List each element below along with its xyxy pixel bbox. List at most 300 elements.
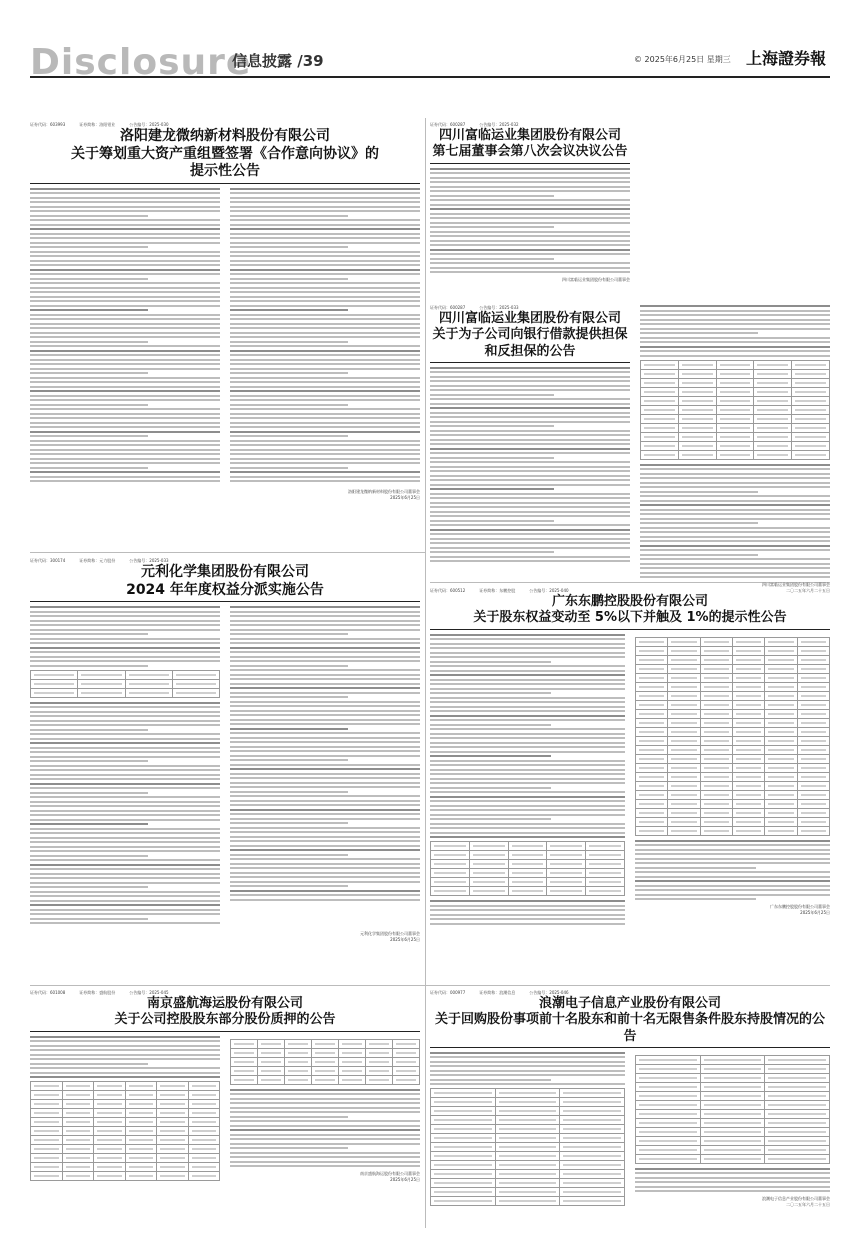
text-line bbox=[30, 408, 220, 410]
cell-text bbox=[801, 668, 826, 670]
cell-text bbox=[499, 1182, 557, 1184]
table-cell bbox=[700, 1091, 765, 1100]
text-line bbox=[230, 651, 420, 653]
notice-number: 公告编号：2025-045 bbox=[129, 990, 169, 995]
text-line bbox=[30, 823, 148, 825]
cell-text bbox=[704, 650, 729, 652]
cell-text bbox=[234, 1043, 254, 1045]
text-line bbox=[430, 900, 625, 902]
cell-text bbox=[639, 740, 664, 742]
cell-text bbox=[66, 1121, 91, 1123]
text-line bbox=[230, 386, 420, 388]
text-line bbox=[640, 567, 830, 569]
cell-text bbox=[757, 436, 788, 438]
text-line bbox=[635, 871, 830, 873]
title-line: 提示性公告 bbox=[190, 163, 260, 179]
table-cell bbox=[94, 1082, 126, 1091]
cell-text bbox=[434, 1191, 492, 1193]
cell-text bbox=[639, 713, 664, 715]
table-cell bbox=[62, 1163, 94, 1172]
table-cell bbox=[393, 1057, 420, 1066]
table-cell bbox=[636, 817, 668, 826]
table-cell bbox=[678, 450, 716, 459]
cell-text bbox=[671, 812, 696, 814]
cell-text bbox=[34, 1085, 59, 1087]
text-line bbox=[230, 1152, 420, 1154]
text-line bbox=[640, 314, 830, 316]
cell-text bbox=[160, 1103, 185, 1105]
cell-text bbox=[639, 1113, 697, 1115]
text-line bbox=[430, 733, 625, 735]
table-cell bbox=[636, 637, 668, 646]
cell-text bbox=[644, 382, 675, 384]
cell-text bbox=[34, 1094, 59, 1096]
table-cell bbox=[157, 1091, 189, 1100]
table-cell bbox=[797, 781, 829, 790]
cell-text bbox=[801, 803, 826, 805]
table-cell bbox=[31, 1118, 63, 1127]
table-cell bbox=[700, 682, 732, 691]
text-line bbox=[30, 778, 220, 780]
table-cell bbox=[560, 1179, 625, 1188]
table-cell bbox=[495, 1089, 560, 1098]
notice-body bbox=[640, 464, 830, 579]
table-cell bbox=[188, 1145, 220, 1154]
cell-text bbox=[192, 1094, 217, 1096]
text-line bbox=[230, 278, 348, 280]
text-line bbox=[230, 233, 420, 235]
cell-text bbox=[801, 659, 826, 661]
body-column bbox=[430, 1052, 625, 1086]
text-line bbox=[30, 828, 220, 830]
table-cell bbox=[700, 826, 732, 835]
table-cell bbox=[31, 1091, 63, 1100]
table-row bbox=[31, 670, 220, 679]
cell-text bbox=[160, 1085, 185, 1087]
text-line bbox=[30, 837, 220, 839]
cell-text bbox=[720, 454, 751, 456]
cell-text bbox=[671, 677, 696, 679]
text-line bbox=[430, 538, 630, 540]
text-line bbox=[30, 922, 220, 924]
table-cell bbox=[792, 414, 830, 423]
text-line bbox=[30, 449, 220, 451]
table-cell bbox=[94, 1154, 126, 1163]
cell-text bbox=[644, 391, 675, 393]
table-cell bbox=[668, 637, 700, 646]
text-line bbox=[30, 350, 220, 352]
cell-text bbox=[639, 1131, 697, 1133]
stock-abbr: 证券简称：盛航股份 bbox=[79, 990, 116, 995]
cell-text bbox=[801, 749, 826, 751]
text-line bbox=[430, 1052, 625, 1054]
text-line bbox=[230, 710, 420, 712]
table-cell bbox=[188, 1172, 220, 1181]
table-cell bbox=[431, 1125, 496, 1134]
text-line bbox=[30, 642, 220, 644]
cell-text bbox=[288, 1052, 308, 1054]
cell-text bbox=[396, 1061, 416, 1063]
text-line bbox=[30, 805, 220, 807]
cell-text bbox=[499, 1191, 557, 1193]
cell-text bbox=[315, 1052, 335, 1054]
table-row bbox=[431, 1134, 625, 1143]
table-cell bbox=[765, 772, 797, 781]
cell-text bbox=[644, 364, 675, 366]
table-cell bbox=[668, 646, 700, 655]
table-cell bbox=[636, 718, 668, 727]
table-row bbox=[431, 1089, 625, 1098]
text-line bbox=[30, 886, 148, 888]
table-cell bbox=[668, 808, 700, 817]
text-line bbox=[30, 724, 220, 726]
table-cell bbox=[716, 405, 754, 414]
title-line: 和反担保的公告 bbox=[484, 343, 576, 359]
table-cell bbox=[560, 1116, 625, 1125]
table-row bbox=[431, 1152, 625, 1161]
cell-text bbox=[66, 1085, 91, 1087]
body-column bbox=[30, 188, 220, 485]
table-cell bbox=[700, 808, 732, 817]
table-cell bbox=[668, 664, 700, 673]
text-line bbox=[430, 560, 630, 562]
table-cell bbox=[754, 387, 792, 396]
table-cell bbox=[495, 1197, 560, 1206]
text-line bbox=[430, 769, 625, 771]
cell-text bbox=[192, 1085, 217, 1087]
cell-text bbox=[342, 1079, 362, 1081]
text-line bbox=[230, 696, 348, 698]
table-cell bbox=[636, 1055, 701, 1064]
cell-text bbox=[473, 872, 505, 874]
title-line: 关于筹划重大资产重组暨签署《合作意向协议》的 bbox=[71, 145, 379, 162]
text-line bbox=[30, 260, 220, 262]
text-line bbox=[430, 452, 630, 454]
table-cell bbox=[797, 799, 829, 808]
table-cell bbox=[431, 1116, 496, 1125]
text-line bbox=[230, 899, 420, 901]
text-line bbox=[430, 751, 625, 753]
text-line bbox=[230, 242, 420, 244]
text-line bbox=[640, 509, 830, 511]
text-line bbox=[230, 858, 420, 860]
table-cell bbox=[172, 670, 219, 679]
text-line bbox=[230, 665, 348, 667]
table-cell bbox=[431, 842, 470, 851]
cell-text bbox=[550, 854, 582, 856]
text-line bbox=[430, 199, 630, 201]
table-cell bbox=[716, 378, 754, 387]
text-line bbox=[230, 314, 420, 316]
table-cell bbox=[636, 808, 668, 817]
cell-text bbox=[639, 1068, 697, 1070]
table-row bbox=[636, 1055, 830, 1064]
cell-text bbox=[801, 677, 826, 679]
cell-text bbox=[736, 749, 761, 751]
table-cell bbox=[797, 727, 829, 736]
cell-text bbox=[434, 1155, 492, 1157]
table-cell bbox=[700, 718, 732, 727]
text-line bbox=[430, 258, 554, 260]
table-cell bbox=[188, 1136, 220, 1145]
text-line bbox=[230, 732, 420, 734]
text-line bbox=[30, 210, 220, 212]
table-row bbox=[636, 1118, 830, 1127]
table-cell bbox=[560, 1170, 625, 1179]
text-line bbox=[230, 1143, 420, 1145]
cell-text bbox=[704, 659, 729, 661]
table-cell bbox=[231, 1048, 258, 1057]
table-cell bbox=[641, 423, 679, 432]
cell-text bbox=[736, 686, 761, 688]
table-cell bbox=[700, 772, 732, 781]
text-line bbox=[30, 404, 148, 406]
table-cell bbox=[431, 1143, 496, 1152]
cell-text bbox=[795, 373, 826, 375]
table-cell bbox=[765, 1082, 830, 1091]
text-line bbox=[30, 918, 148, 920]
table-cell bbox=[636, 754, 668, 763]
cell-text bbox=[369, 1070, 389, 1072]
cell-text bbox=[434, 845, 466, 847]
cell-text bbox=[97, 1166, 122, 1168]
text-line bbox=[430, 389, 630, 391]
table-row bbox=[31, 1136, 220, 1145]
text-line bbox=[430, 746, 625, 748]
text-line bbox=[30, 792, 148, 794]
table-cell bbox=[668, 727, 700, 736]
text-line bbox=[430, 213, 630, 215]
text-line bbox=[30, 882, 220, 884]
table-cell bbox=[765, 682, 797, 691]
cell-text bbox=[288, 1070, 308, 1072]
text-line bbox=[640, 468, 830, 470]
text-line bbox=[640, 486, 830, 488]
cell-text bbox=[736, 812, 761, 814]
cell-text bbox=[34, 1148, 59, 1150]
table-cell bbox=[125, 670, 172, 679]
cell-text bbox=[768, 1077, 826, 1079]
text-line bbox=[30, 810, 220, 812]
table-cell bbox=[678, 441, 716, 450]
cell-text bbox=[671, 821, 696, 823]
table-cell bbox=[636, 1145, 701, 1154]
table-cell bbox=[678, 378, 716, 387]
table-row bbox=[636, 826, 830, 835]
text-line bbox=[230, 1120, 420, 1122]
cell-text bbox=[736, 731, 761, 733]
table-cell bbox=[754, 414, 792, 423]
text-line bbox=[230, 215, 348, 217]
table-cell bbox=[393, 1048, 420, 1057]
cell-text bbox=[671, 758, 696, 760]
table-cell bbox=[62, 1118, 94, 1127]
table-cell bbox=[285, 1075, 312, 1084]
table-cell bbox=[258, 1039, 285, 1048]
signature-company: 四川富临运业集团股份有限公司董事会 bbox=[562, 277, 630, 282]
notice-title bbox=[430, 594, 830, 627]
cell-text bbox=[639, 821, 664, 823]
text-line bbox=[640, 495, 830, 497]
table-cell bbox=[668, 655, 700, 664]
cell-text bbox=[720, 373, 751, 375]
text-line bbox=[430, 484, 630, 486]
table-cell bbox=[754, 369, 792, 378]
table-cell bbox=[636, 763, 668, 772]
text-line bbox=[30, 801, 220, 803]
text-line bbox=[30, 832, 220, 834]
cell-text bbox=[66, 1148, 91, 1150]
text-line bbox=[230, 629, 420, 631]
table-cell bbox=[125, 1127, 157, 1136]
table-cell bbox=[560, 1125, 625, 1134]
text-line bbox=[430, 809, 625, 811]
table-cell bbox=[31, 1163, 63, 1172]
cell-text bbox=[768, 785, 793, 787]
cell-text bbox=[97, 1130, 122, 1132]
cell-text bbox=[639, 1149, 697, 1151]
text-line bbox=[230, 759, 348, 761]
cell-text bbox=[757, 364, 788, 366]
cell-text bbox=[160, 1166, 185, 1168]
text-line bbox=[430, 643, 625, 645]
cell-text bbox=[66, 1175, 91, 1177]
table-cell bbox=[636, 1109, 701, 1118]
text-line bbox=[230, 422, 420, 424]
text-line bbox=[430, 1079, 551, 1081]
table-cell bbox=[754, 405, 792, 414]
cell-text bbox=[512, 863, 544, 865]
text-line bbox=[230, 408, 420, 410]
cell-text bbox=[261, 1079, 281, 1081]
text-line bbox=[30, 819, 220, 821]
text-line bbox=[230, 1161, 420, 1163]
table-cell bbox=[716, 387, 754, 396]
table-cell bbox=[797, 817, 829, 826]
cell-text bbox=[97, 1085, 122, 1087]
text-line bbox=[430, 556, 630, 558]
table-cell bbox=[700, 1100, 765, 1109]
text-line bbox=[30, 462, 220, 464]
text-line bbox=[230, 228, 420, 230]
cell-text bbox=[34, 1139, 59, 1141]
text-line bbox=[30, 715, 220, 717]
text-line bbox=[30, 480, 220, 482]
table-cell bbox=[560, 1089, 625, 1098]
cell-text bbox=[639, 1059, 697, 1061]
text-line bbox=[230, 764, 420, 766]
text-line bbox=[30, 381, 220, 383]
text-line bbox=[230, 282, 420, 284]
table-cell bbox=[797, 637, 829, 646]
table-row bbox=[636, 799, 830, 808]
body-column bbox=[30, 702, 220, 925]
text-line bbox=[640, 350, 830, 352]
text-line bbox=[30, 850, 220, 852]
cell-text bbox=[704, 668, 729, 670]
text-line bbox=[230, 836, 420, 838]
text-line bbox=[430, 800, 625, 802]
cell-text bbox=[499, 1119, 557, 1121]
table-cell bbox=[732, 709, 764, 718]
text-line bbox=[230, 701, 420, 703]
table-cell bbox=[157, 1082, 189, 1091]
text-line bbox=[230, 260, 420, 262]
text-line bbox=[230, 462, 420, 464]
table-cell bbox=[231, 1075, 258, 1084]
table-cell bbox=[700, 1127, 765, 1136]
text-line bbox=[430, 827, 625, 829]
cell-text bbox=[550, 872, 582, 874]
cell-text bbox=[434, 1110, 492, 1112]
text-line bbox=[30, 877, 220, 879]
table-cell bbox=[31, 1100, 63, 1109]
cell-text bbox=[801, 704, 826, 706]
cell-text bbox=[671, 704, 696, 706]
table-row bbox=[431, 1125, 625, 1134]
text-line bbox=[430, 457, 554, 459]
text-line bbox=[30, 647, 220, 649]
table-cell bbox=[732, 745, 764, 754]
table-cell bbox=[586, 842, 625, 851]
table-cell bbox=[431, 1179, 496, 1188]
table-row bbox=[636, 691, 830, 700]
text-line bbox=[30, 228, 220, 230]
text-line bbox=[30, 751, 220, 753]
text-line bbox=[30, 476, 220, 478]
table-cell bbox=[797, 772, 829, 781]
text-line bbox=[30, 720, 220, 722]
cell-text bbox=[499, 1200, 557, 1202]
text-line bbox=[640, 518, 830, 520]
text-line bbox=[430, 520, 554, 522]
cell-text bbox=[801, 722, 826, 724]
cell-text bbox=[66, 1139, 91, 1141]
text-line bbox=[30, 638, 220, 640]
text-line bbox=[430, 670, 625, 672]
table-cell bbox=[157, 1109, 189, 1118]
body-column bbox=[230, 188, 420, 485]
notice-body bbox=[30, 1036, 420, 1186]
cell-text bbox=[499, 1110, 557, 1112]
table-cell bbox=[339, 1057, 366, 1066]
text-line bbox=[230, 219, 420, 221]
cell-text bbox=[639, 830, 664, 832]
text-line bbox=[30, 224, 220, 226]
text-line bbox=[30, 255, 220, 257]
text-line bbox=[430, 823, 625, 825]
cell-text bbox=[129, 1094, 154, 1096]
text-line bbox=[30, 1058, 220, 1060]
text-line bbox=[430, 1056, 625, 1058]
cell-text bbox=[589, 881, 621, 883]
table-row bbox=[431, 1161, 625, 1170]
cell-text bbox=[176, 674, 216, 676]
cell-text bbox=[801, 776, 826, 778]
table-cell bbox=[765, 1145, 830, 1154]
table-cell bbox=[732, 763, 764, 772]
text-line bbox=[30, 1045, 220, 1047]
table-cell bbox=[560, 1161, 625, 1170]
cell-text bbox=[288, 1079, 308, 1081]
text-line bbox=[430, 262, 630, 264]
text-line bbox=[230, 773, 420, 775]
notice-title bbox=[430, 311, 630, 360]
text-line bbox=[430, 502, 630, 504]
cell-text bbox=[288, 1043, 308, 1045]
table-row bbox=[641, 405, 830, 414]
text-line bbox=[230, 777, 420, 779]
